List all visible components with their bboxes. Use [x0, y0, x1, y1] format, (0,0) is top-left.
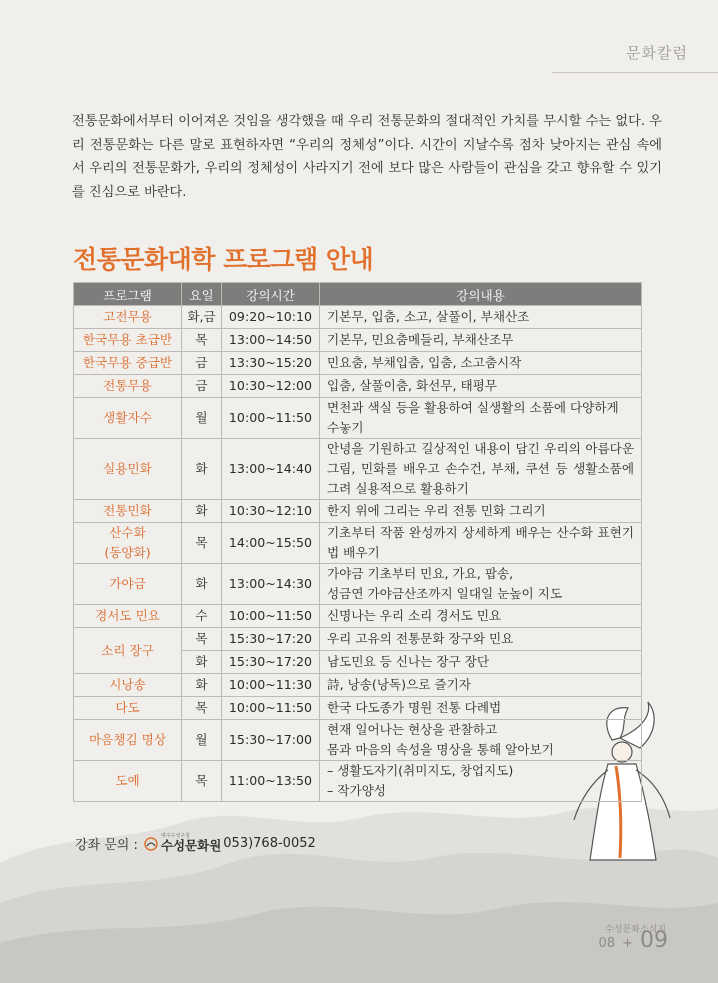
program-time: 13:00~14:40: [222, 439, 320, 500]
program-day: 금: [182, 375, 222, 398]
program-desc: 면천과 색실 등을 활용하여 실생활의 소품에 다양하게 수놓기: [320, 398, 642, 439]
program-desc: [320, 720, 642, 761]
table-row: [74, 375, 642, 398]
program-time: 10:00~11:50: [222, 697, 320, 720]
program-time: 10:30~12:10: [222, 500, 320, 523]
table-row: [74, 628, 642, 651]
program-table: [73, 282, 642, 802]
header-content: 강의내용: [320, 283, 642, 306]
program-time: 10:00~11:30: [222, 674, 320, 697]
table-row: [74, 761, 642, 802]
program-desc-line: – 생활도자기(취미지도, 창업지도): [327, 763, 514, 778]
program-name: 경서도 민요: [74, 605, 182, 628]
program-desc: 한국 다도종가 명원 전통 다례법: [320, 697, 642, 720]
table-row: [74, 720, 642, 761]
program-time: 13:00~14:30: [222, 564, 320, 605]
program-desc-line: 성금연 가야금산조까지 일대일 눈높이 지도: [327, 586, 562, 601]
program-name: 소리 장구: [74, 628, 182, 674]
program-time: 13:00~14:50: [222, 329, 320, 352]
program-desc: [320, 564, 642, 605]
program-day: 화: [182, 564, 222, 605]
program-name-line: 산수화: [109, 525, 146, 540]
header-day: 요일: [182, 283, 222, 306]
program-time: 15:30~17:20: [222, 628, 320, 651]
program-name: 다도: [74, 697, 182, 720]
table-header-row: [74, 283, 642, 306]
page-right: 09: [640, 928, 668, 953]
magazine-name: 수성문화소식지: [605, 925, 666, 935]
program-name: 전통무용: [74, 375, 182, 398]
program-name: 전통민화: [74, 500, 182, 523]
program-name: 한국무용 초급반: [74, 329, 182, 352]
contact-label: 강좌 문의 :: [75, 838, 138, 853]
table-row: [74, 605, 642, 628]
program-name-line: (동양화): [104, 545, 151, 560]
program-day: 월: [182, 398, 222, 439]
program-day: 화: [182, 674, 222, 697]
logo-small-text: 대구수성구청: [160, 833, 190, 840]
program-name: 마음챙김 명상: [74, 720, 182, 761]
page-left: 08: [598, 936, 616, 951]
program-name: 시낭송: [74, 674, 182, 697]
culture-center-logo: [144, 834, 221, 853]
program-desc: 詩, 낭송(낭독)으로 즐기자: [320, 674, 642, 697]
contact-phone: 053)768-0052: [223, 836, 316, 851]
program-time: 10:30~12:00: [222, 375, 320, 398]
table-row: [74, 352, 642, 375]
program-day: 월: [182, 720, 222, 761]
table-row: [74, 439, 642, 500]
header-time: 강의시간: [222, 283, 320, 306]
program-desc: 입춤, 살풀이춤, 화선무, 태평무: [320, 375, 642, 398]
program-desc: 신명나는 우리 소리 경서도 민요: [320, 605, 642, 628]
program-desc: 안녕을 기원하고 길상적인 내용이 담긴 우리의 아름다운 그림, 민화를 배우고 손수건, 부채, 쿠션 등 생활소품에 그려 실용적으로 활용하기: [320, 439, 642, 500]
program-desc: 우리 고유의 전통문화 장구와 민요: [320, 628, 642, 651]
program-time: 10:00~11:50: [222, 605, 320, 628]
intro-paragraph: 전통문화에서부터 이어져온 것임을 생각했을 때 우리 전통문화의 절대적인 가치를 무시할 수는 없다. 우리 전통문화는 다른 말로 표현하자면 “우리의 정체성”이다. 시간이 지날수록 점차 낮아지는 관심 속에서 우리의 전통문화가, 우리의 정체성이 사라지기 전에 보다 많은 사람들이 관심을 갖고 향유할 수 있기를 진심으로 바란다.: [72, 114, 662, 200]
section-header: 문화칼럼: [626, 44, 688, 62]
header-program: 프로그램: [74, 283, 182, 306]
table-row: [74, 398, 642, 439]
table-row: [74, 674, 642, 697]
program-day: 화: [182, 651, 222, 674]
program-time: 15:30~17:00: [222, 720, 320, 761]
program-time: 14:00~15:50: [222, 523, 320, 564]
program-desc: 기초부터 작품 완성까지 상세하게 배우는 산수화 표현기법 배우기: [320, 523, 642, 564]
program-desc-line: 현재 일어나는 현상을 관찰하고: [327, 722, 498, 737]
program-name: 가야금: [74, 564, 182, 605]
program-name: 실용민화: [74, 439, 182, 500]
contact-info: [75, 834, 316, 853]
program-day: 수: [182, 605, 222, 628]
program-time: 09:20~10:10: [222, 306, 320, 329]
program-desc: 기본무, 민요춤메들리, 부채산조무: [320, 329, 642, 352]
program-day: 화,금: [182, 306, 222, 329]
program-day: 목: [182, 761, 222, 802]
program-desc-line: 가야금 기초부터 민요, 가요, 팝송,: [327, 566, 514, 581]
page-plus: +: [622, 936, 633, 951]
program-day: 화: [182, 500, 222, 523]
program-desc-line: 몸과 마음의 속성을 명상을 통해 알아보기: [327, 742, 554, 757]
logo-name: 수성문화원: [160, 838, 222, 854]
table-row: [74, 564, 642, 605]
program-day: 목: [182, 628, 222, 651]
program-name: [74, 523, 182, 564]
program-time: 11:00~13:50: [222, 761, 320, 802]
program-name: 한국무용 중급반: [74, 352, 182, 375]
program-desc: 민요춤, 부채입춤, 입춤, 소고춤시작: [320, 352, 642, 375]
program-day: 금: [182, 352, 222, 375]
table-row: [74, 306, 642, 329]
program-time: 10:00~11:50: [222, 398, 320, 439]
program-name: 고전무용: [74, 306, 182, 329]
table-row: [74, 523, 642, 564]
page-numbers: [599, 928, 668, 953]
program-day: 목: [182, 697, 222, 720]
section-title: 전통문화대학 프로그램 안내: [73, 245, 374, 274]
program-desc: [320, 761, 642, 802]
program-day: 화: [182, 439, 222, 500]
program-day: 목: [182, 329, 222, 352]
program-name: 도예: [74, 761, 182, 802]
program-desc: 기본무, 입춤, 소고, 살풀이, 부채산조: [320, 306, 642, 329]
table-row: [74, 329, 642, 352]
program-desc: 한지 위에 그리는 우리 전통 민화 그리기: [320, 500, 642, 523]
table-row: [74, 697, 642, 720]
program-name: 생활자수: [74, 398, 182, 439]
program-desc-line: – 작가양성: [327, 783, 386, 798]
program-day: 목: [182, 523, 222, 564]
table-row: [74, 500, 642, 523]
header-divider: [552, 72, 718, 73]
program-desc: 남도민요 등 신나는 장구 장단: [320, 651, 642, 674]
logo-mark-icon: [144, 837, 158, 851]
program-time: 15:30~17:20: [222, 651, 320, 674]
program-time: 13:30~15:20: [222, 352, 320, 375]
